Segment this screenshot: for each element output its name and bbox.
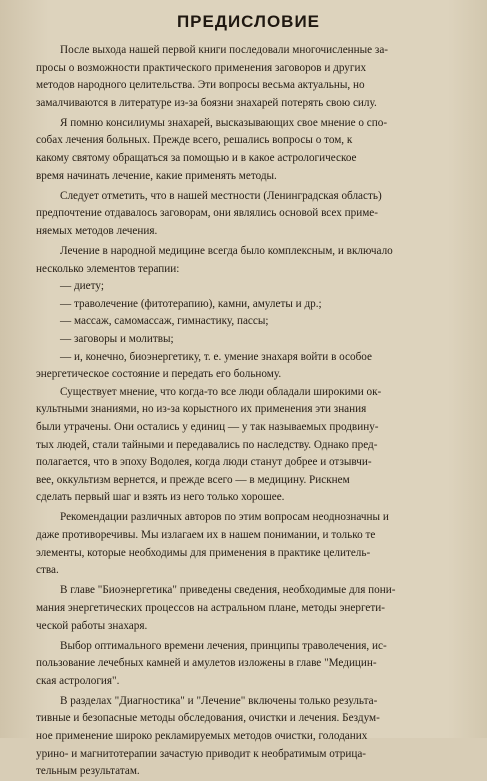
- text-line: методов народного целительства. Эти вопросы весьма актуальны, но: [36, 79, 365, 92]
- paragraph: [36, 115, 461, 185]
- text-line: В главе "Биоэнергетика" приведены сведения, необходимые для пони-: [60, 584, 396, 597]
- text-line: ства.: [36, 564, 59, 577]
- text-line: элементы, которые необходимы для применения в практике целитель-: [36, 546, 371, 559]
- text-line: полагается, что в эпоху Водолея, когда люди станут добрее и отзывчи-: [36, 456, 372, 469]
- therapy-list: [36, 278, 461, 384]
- page-title: ПРЕДИСЛОВИЕ: [176, 12, 321, 31]
- text-line: ческой работы знахаря.: [36, 619, 148, 632]
- text-line: время начинать лечение, какие применять методы.: [36, 169, 277, 182]
- text-line: няемых методов лечения.: [36, 224, 158, 237]
- list-item: — траволечение (фитотерапию), камни, амулеты и др.;: [60, 297, 322, 310]
- text-line: Я помню консилиумы знахарей, высказывающих свое мнение о спо-: [60, 116, 388, 129]
- text-line: вее, оккультизм вернется, и прежде всего — в медицину. Рискнем: [36, 473, 350, 486]
- text-line: тельным результатам.: [36, 765, 140, 778]
- text-line: ская астрология".: [36, 674, 120, 687]
- paragraph: [36, 693, 461, 781]
- text-line: сделать первый шаг и взять из него только хорошее.: [36, 491, 285, 504]
- text-line: просы о возможности практического применения заговоров и других: [36, 61, 367, 74]
- text-line: предпочтение отдавалось заговорам, они являлись основой всех приме-: [36, 207, 378, 220]
- text-line: мания энергетических процессов на астральном плане, методы энергети-: [36, 601, 385, 614]
- text-line: Лечение в народной медицине всегда было комплексным, и включало: [60, 245, 393, 258]
- text-line: Рекомендации различных авторов по этим вопросам неоднозначны и: [60, 511, 389, 524]
- text-line: были утрачены. Они остались у единиц — у так называемых продвину-: [36, 420, 379, 433]
- text-line: урино- и магнитотерапии зачастую приводит к необратимым отрица-: [36, 747, 367, 760]
- text-line: ное применение широко рекламируемых методов очистки, голоданих: [36, 730, 368, 743]
- text-line: несколько элементов терапии:: [36, 262, 180, 275]
- text-line: какому святому обращаться за помощью и в какое астрологическое: [36, 152, 357, 165]
- text-line: пользование лечебных камней и амулетов изложены в главе "Медицин-: [36, 657, 377, 670]
- text-line: культными знаниями, но из-за корыстного их применения эти знания: [36, 403, 367, 416]
- paragraph: [36, 638, 461, 691]
- text-line: Следует отметить, что в нашей местности (Ленинградская область): [60, 189, 382, 202]
- text-line: тивные и безопасные методы обследования, очистки и лечения. Бездум-: [36, 712, 380, 725]
- list-item: — заговоры и молитвы;: [60, 333, 174, 345]
- text-line: После выхода нашей первой книги последовали многочисленные за-: [60, 44, 389, 56]
- preface-body: [36, 42, 461, 781]
- list-item: — диету;: [60, 280, 104, 293]
- text-line: энергетическое состояние и передать его больному.: [36, 368, 282, 381]
- text-line: даже противоречивы. Мы излагаем их в нашем понимании, и только те: [36, 529, 376, 542]
- paragraph: [36, 188, 461, 241]
- paragraph: [36, 243, 461, 278]
- paragraph: [36, 509, 461, 579]
- text-line: замалчиваются в литературе из-за боязни знахарей потерять свою силу.: [36, 96, 377, 109]
- text-line: Выбор оптимального времени лечения, принципы траволечения, ис-: [60, 639, 387, 652]
- text-line: — и, конечно, биоэнергетику, т. е. умение знахаря войти в особое: [60, 350, 372, 363]
- paragraph: [36, 384, 461, 507]
- list-item: — массаж, самомассаж, гимнастику, пассы;: [60, 315, 269, 328]
- text-line: В разделах "Диагностика" и "Лечение" включены только результа-: [60, 694, 378, 707]
- text-line: собах лечения больных. Прежде всего, решались вопросы о том, к: [36, 134, 353, 147]
- paragraph: [36, 42, 461, 112]
- text-line: Существует мнение, что когда-то все люди обладали широкими ок-: [60, 385, 382, 398]
- list-item: [36, 349, 461, 384]
- text-line: тых людей, стали тайными и передавались по наследству. Однако пред-: [36, 438, 378, 451]
- paragraph: [36, 582, 461, 635]
